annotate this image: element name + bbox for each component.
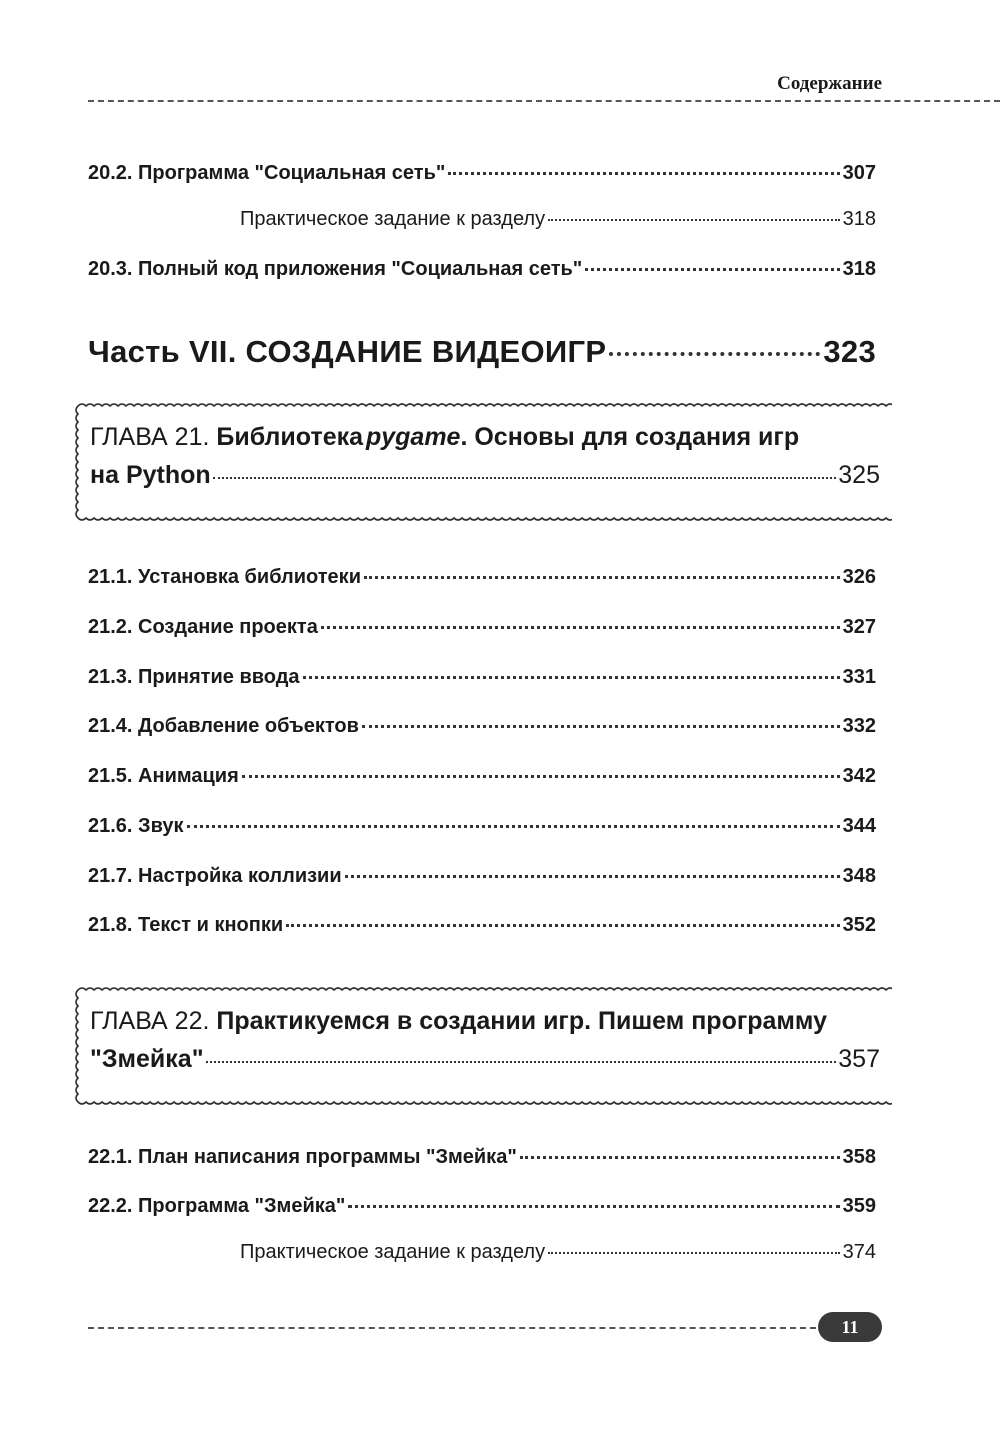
toc-entry-21-5[interactable] — [88, 765, 876, 788]
toc-entry-practice-20[interactable] — [88, 208, 876, 231]
chapter-page: 357 — [838, 1045, 880, 1073]
toc-entry-page: 352 — [842, 914, 876, 936]
part-title: Часть VII. СОЗДАНИЕ ВИДЕОИГР — [88, 334, 607, 369]
toc-entry-page: 327 — [842, 616, 876, 638]
footer-divider — [88, 1327, 816, 1329]
toc-entry-label: 21.2. Создание проекта — [88, 616, 318, 638]
chapter-title-part: Практикуемся в создании игр. Пишем программу — [216, 1007, 827, 1035]
toc-entry-label: 22.2. Программа "Змейка" — [88, 1195, 346, 1217]
toc-entry-page: 318 — [842, 258, 876, 280]
toc-entry-page: 359 — [842, 1195, 876, 1217]
chapter-prefix: ГЛАВА 22. — [90, 1007, 210, 1035]
chapter-title-italic: pygame — [365, 423, 461, 451]
chapter-21-line2 — [90, 456, 880, 494]
toc-part-7[interactable] — [88, 334, 876, 370]
toc-entry-practice-22[interactable] — [88, 1241, 876, 1264]
toc-entry-22-1[interactable] — [88, 1146, 876, 1169]
part-page: 323 — [823, 334, 876, 369]
toc-entry-21-4[interactable] — [88, 715, 876, 738]
dot-leader — [548, 1252, 840, 1254]
chapter-title-part: Библиотека — [216, 423, 364, 451]
toc-entry-label: 21.4. Добавление объектов — [88, 715, 359, 737]
toc-entry-22-2[interactable] — [88, 1195, 876, 1218]
dot-leader — [187, 825, 840, 828]
dot-leader — [321, 626, 840, 629]
toc-entry-page: 344 — [842, 815, 876, 837]
dot-leader — [364, 576, 840, 579]
toc-entry-label: 21.6. Звук — [88, 815, 184, 837]
chapter-title-part: . Основы для создания игр — [460, 423, 800, 451]
dot-leader — [362, 725, 840, 728]
toc-entry-21-2[interactable] — [88, 616, 876, 639]
dot-leader — [206, 1061, 837, 1063]
dot-leader — [585, 268, 839, 271]
toc-entry-label: Практическое задание к разделу — [240, 1241, 546, 1263]
toc-entry-21-1[interactable] — [88, 566, 876, 589]
dot-leader — [213, 477, 837, 479]
toc-entry-20-3[interactable] — [88, 258, 876, 281]
header-divider — [88, 100, 1000, 102]
chapter-22-line2 — [90, 1040, 880, 1078]
toc-entry-page: 358 — [842, 1146, 876, 1168]
chapter-21-line1 — [90, 418, 880, 456]
chapter-title-part: на Python — [90, 461, 211, 489]
chapter-22-line1 — [90, 1002, 880, 1040]
dot-leader — [345, 875, 840, 878]
toc-entry-page: 326 — [842, 566, 876, 588]
toc-entry-page: 374 — [842, 1241, 876, 1263]
toc-entry-20-2[interactable] — [88, 162, 876, 185]
dot-leader — [286, 924, 839, 927]
dot-leader — [242, 775, 840, 778]
running-header: Содержание — [777, 73, 882, 94]
toc-entry-page: 342 — [842, 765, 876, 787]
page-number-badge: 11 — [818, 1312, 882, 1342]
toc-entry-page: 318 — [842, 208, 876, 230]
chapter-page: 325 — [838, 461, 880, 489]
toc-entry-21-3[interactable] — [88, 666, 876, 689]
toc-entry-21-7[interactable] — [88, 865, 876, 888]
toc-entry-label: 20.3. Полный код приложения "Социальная сеть" — [88, 258, 583, 280]
dot-leader — [303, 676, 840, 679]
dot-leader — [520, 1156, 840, 1159]
chapter-21-box[interactable] — [74, 402, 892, 522]
toc-entry-label: 20.2. Программа "Социальная сеть" — [88, 162, 446, 184]
toc-entry-page: 331 — [842, 666, 876, 688]
toc-entry-label: Практическое задание к разделу — [240, 208, 546, 230]
chapter-22-box[interactable] — [74, 986, 892, 1106]
toc-entry-label: 21.3. Принятие ввода — [88, 666, 300, 688]
dot-leader — [548, 219, 840, 221]
toc-entry-label: 21.1. Установка библиотеки — [88, 566, 361, 588]
chapter-title-part: "Змейка" — [90, 1045, 204, 1073]
toc-entry-page: 348 — [842, 865, 876, 887]
toc-entry-label: 21.8. Текст и кнопки — [88, 914, 284, 936]
toc-entry-label: 21.5. Анимация — [88, 765, 239, 787]
toc-entry-label: 22.1. План написания программы "Змейка" — [88, 1146, 517, 1168]
toc-entry-21-6[interactable] — [88, 815, 876, 838]
toc-entry-label: 21.7. Настройка коллизии — [88, 865, 342, 887]
dot-leader — [448, 172, 839, 175]
toc-entry-page: 307 — [842, 162, 876, 184]
dot-leader — [609, 352, 820, 356]
toc-entry-page: 332 — [842, 715, 876, 737]
chapter-prefix: ГЛАВА 21. — [90, 423, 210, 451]
dot-leader — [348, 1205, 839, 1208]
toc-entry-21-8[interactable] — [88, 914, 876, 937]
